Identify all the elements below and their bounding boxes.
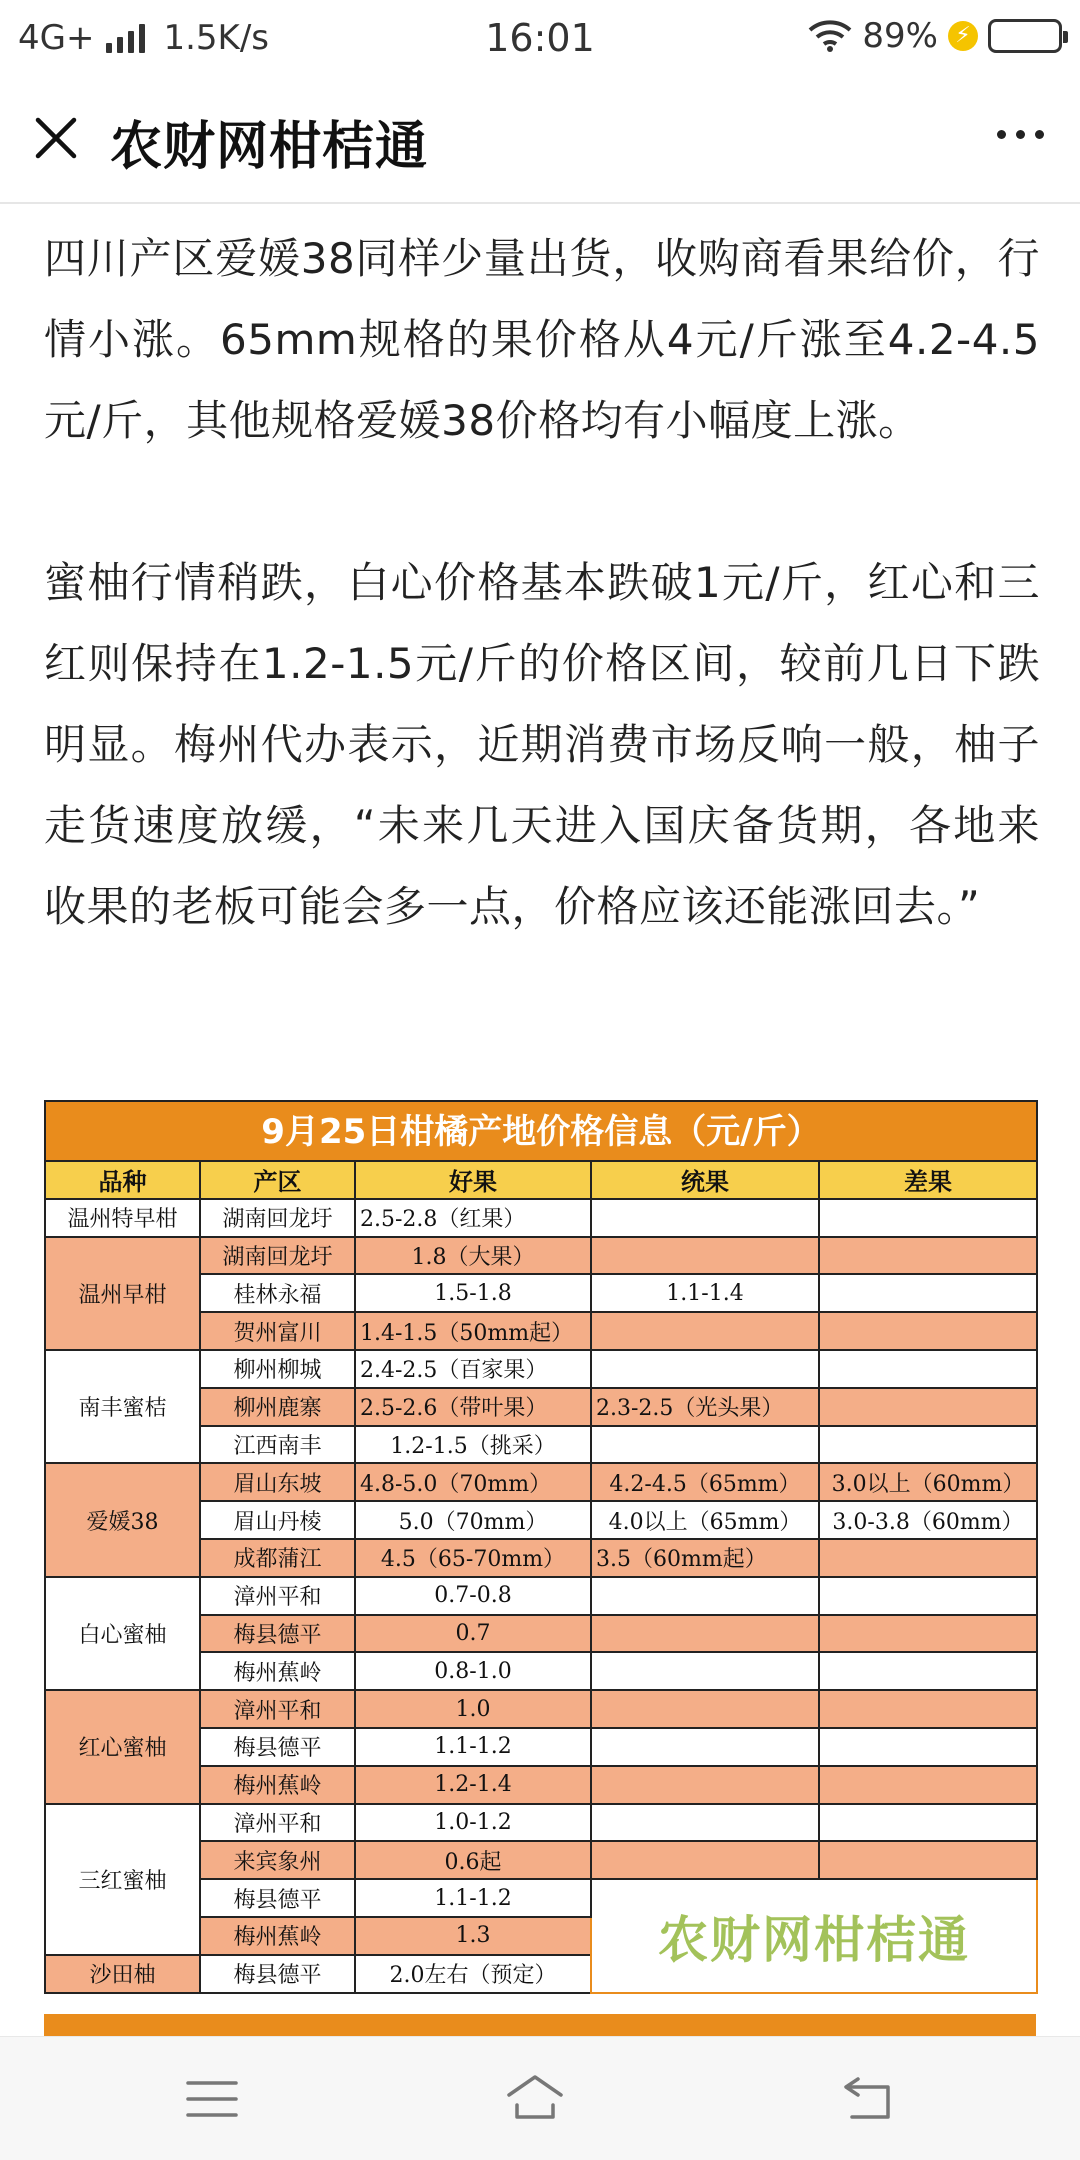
- mid-cell: [591, 1615, 819, 1653]
- mid-cell: 1.1-1.4: [591, 1274, 819, 1312]
- table-row: [45, 1237, 1037, 1275]
- good-cell: 1.1-1.2: [355, 1728, 591, 1766]
- region-cell: 漳州平和: [200, 1804, 355, 1842]
- table-row: [45, 1463, 1037, 1501]
- bad-cell: [819, 1615, 1037, 1653]
- table-header-row: [45, 1161, 1037, 1199]
- mid-cell: [591, 1577, 819, 1615]
- region-cell: 柳州鹿寨: [200, 1388, 355, 1426]
- clock: 16:01: [485, 16, 595, 60]
- close-icon[interactable]: [30, 112, 82, 164]
- good-cell: 1.3: [355, 1917, 591, 1955]
- price-table-image: [44, 1100, 1036, 1994]
- region-cell: 梅州蕉岭: [200, 1652, 355, 1690]
- home-icon[interactable]: [505, 2069, 565, 2129]
- bad-cell: [819, 1728, 1037, 1766]
- bad-cell: [819, 1841, 1037, 1879]
- good-cell: 4.8-5.0（70mm）: [355, 1463, 591, 1501]
- mid-cell: 4.0以上（65mm）: [591, 1501, 819, 1539]
- region-cell: 来宾象州: [200, 1841, 355, 1879]
- menu-icon[interactable]: [182, 2069, 242, 2129]
- region-cell: 梅县德平: [200, 1879, 355, 1917]
- good-cell: 2.5-2.6（带叶果）: [355, 1388, 591, 1426]
- variety-cell: 爱媛38: [45, 1463, 200, 1576]
- region-cell: 柳州柳城: [200, 1350, 355, 1388]
- good-cell: 0.7: [355, 1615, 591, 1653]
- header-good: 好果: [355, 1161, 591, 1199]
- good-cell: 0.6起: [355, 1841, 591, 1879]
- wifi-icon: [808, 19, 852, 53]
- region-cell: 江西南丰: [200, 1426, 355, 1464]
- good-cell: 1.5-1.8: [355, 1274, 591, 1312]
- variety-cell: 温州早柑: [45, 1237, 200, 1350]
- variety-cell: 沙田柚: [45, 1955, 200, 1993]
- region-cell: 成都蒲江: [200, 1539, 355, 1577]
- mid-cell: [591, 1766, 819, 1804]
- bad-cell: [819, 1577, 1037, 1615]
- variety-cell: 三红蜜柚: [45, 1804, 200, 1955]
- bad-cell: [819, 1388, 1037, 1426]
- mid-cell: [591, 1728, 819, 1766]
- mid-cell: [591, 1841, 819, 1879]
- bad-cell: [819, 1274, 1037, 1312]
- good-cell: 1.2-1.4: [355, 1766, 591, 1804]
- good-cell: 2.0左右（预定）: [355, 1955, 591, 1993]
- more-icon[interactable]: [997, 130, 1044, 139]
- table-row: [45, 1804, 1037, 1842]
- good-cell: 2.5-2.8（红果）: [355, 1199, 591, 1237]
- region-cell: 梅州蕉岭: [200, 1917, 355, 1955]
- title-bar: [0, 74, 1080, 204]
- region-cell: 湖南回龙圩: [200, 1199, 355, 1237]
- header-variety: 品种: [45, 1161, 200, 1199]
- variety-cell: 南丰蜜桔: [45, 1350, 200, 1463]
- bad-cell: [819, 1804, 1037, 1842]
- watermark-logo: [591, 1879, 1037, 1992]
- region-cell: 湖南回龙圩: [200, 1237, 355, 1275]
- good-cell: 1.0-1.2: [355, 1804, 591, 1842]
- header-region: 产区: [200, 1161, 355, 1199]
- bad-cell: [819, 1766, 1037, 1804]
- good-cell: 2.4-2.5（百家果）: [355, 1350, 591, 1388]
- mid-cell: [591, 1690, 819, 1728]
- status-bar: [0, 0, 1080, 74]
- bad-cell: [819, 1199, 1037, 1237]
- bad-cell: [819, 1350, 1037, 1388]
- status-right: [808, 16, 1062, 56]
- good-cell: 1.0: [355, 1690, 591, 1728]
- variety-cell: 白心蜜柚: [45, 1577, 200, 1690]
- header-mid: 统果: [591, 1161, 819, 1199]
- variety-cell: 温州特早柑: [45, 1199, 200, 1237]
- table-row: [45, 1350, 1037, 1388]
- region-cell: 桂林永福: [200, 1274, 355, 1312]
- bad-cell: [819, 1652, 1037, 1690]
- table-title: 9月25日柑橘产地价格信息（元/斤）: [44, 1100, 1038, 1160]
- region-cell: 梅县德平: [200, 1615, 355, 1653]
- mid-cell: [591, 1426, 819, 1464]
- back-icon[interactable]: [838, 2069, 898, 2129]
- price-table: [44, 1100, 1038, 1994]
- region-cell: 梅县德平: [200, 1955, 355, 1993]
- good-cell: 5.0（70mm）: [355, 1501, 591, 1539]
- logo-text: 农财网柑桔通: [658, 1910, 970, 1969]
- region-cell: 贺州富川: [200, 1312, 355, 1350]
- mid-cell: 4.2-4.5（65mm）: [591, 1463, 819, 1501]
- mid-cell: 2.3-2.5（光头果）: [591, 1388, 819, 1426]
- region-cell: 漳州平和: [200, 1577, 355, 1615]
- good-cell: 0.8-1.0: [355, 1652, 591, 1690]
- table-row: [45, 1577, 1037, 1615]
- mid-cell: [591, 1350, 819, 1388]
- battery-percent: 89%: [862, 16, 938, 56]
- charging-icon: ⚡: [948, 21, 978, 51]
- good-cell: 1.4-1.5（50mm起）: [355, 1312, 591, 1350]
- bad-cell: 3.0以上（60mm）: [819, 1463, 1037, 1501]
- good-cell: 4.5（65-70mm）: [355, 1539, 591, 1577]
- region-cell: 眉山丹棱: [200, 1501, 355, 1539]
- navigation-bar: [0, 2036, 1080, 2160]
- table-row: [45, 1199, 1037, 1237]
- good-cell: 1.2-1.5（挑采）: [355, 1426, 591, 1464]
- good-cell: 1.8（大果）: [355, 1237, 591, 1275]
- mid-cell: [591, 1652, 819, 1690]
- good-cell: 1.1-1.2: [355, 1879, 591, 1917]
- table-bottom-strip: [44, 2014, 1036, 2036]
- article-body: [44, 218, 1040, 1028]
- table-row: [45, 1690, 1037, 1728]
- bad-cell: [819, 1690, 1037, 1728]
- article-paragraph: 蜜柚行情稍跌，白心价格基本跌破1元/斤，红心和三红则保持在1.2-1.5元/斤的价格区间，较前几日下跌明显。梅州代办表示，近期消费市场反响一般，柚子走货速度放缓，“未来几天进入国庆备货期，各地来收果的老板可能会多一点，价格应该还能涨回去。”: [44, 558, 1040, 931]
- header-bad: 差果: [819, 1161, 1037, 1199]
- mid-cell: [591, 1199, 819, 1237]
- article-paragraph: 四川产区爱媛38同样少量出货，收购商看果给价，行情小涨。65mm规格的果价格从4元/斤涨至4.2-4.5元/斤，其他规格爱媛38价格均有小幅度上涨。: [44, 234, 1040, 445]
- network-type: 4G+: [18, 18, 95, 58]
- mid-cell: [591, 1237, 819, 1275]
- bad-cell: [819, 1426, 1037, 1464]
- region-cell: 眉山东坡: [200, 1463, 355, 1501]
- variety-cell: 红心蜜柚: [45, 1690, 200, 1803]
- page-title: 农财网柑桔通: [110, 117, 429, 177]
- battery-icon: [988, 19, 1062, 53]
- mid-cell: [591, 1312, 819, 1350]
- network-speed: 1.5K/s: [163, 18, 270, 58]
- bad-cell: [819, 1539, 1037, 1577]
- region-cell: 梅州蕉岭: [200, 1766, 355, 1804]
- bad-cell: [819, 1312, 1037, 1350]
- region-cell: 梅县德平: [200, 1728, 355, 1766]
- bad-cell: 3.0-3.8（60mm）: [819, 1501, 1037, 1539]
- region-cell: 漳州平和: [200, 1690, 355, 1728]
- mid-cell: [591, 1804, 819, 1842]
- mid-cell: 3.5（60mm起）: [591, 1539, 819, 1577]
- bad-cell: [819, 1237, 1037, 1275]
- good-cell: 0.7-0.8: [355, 1577, 591, 1615]
